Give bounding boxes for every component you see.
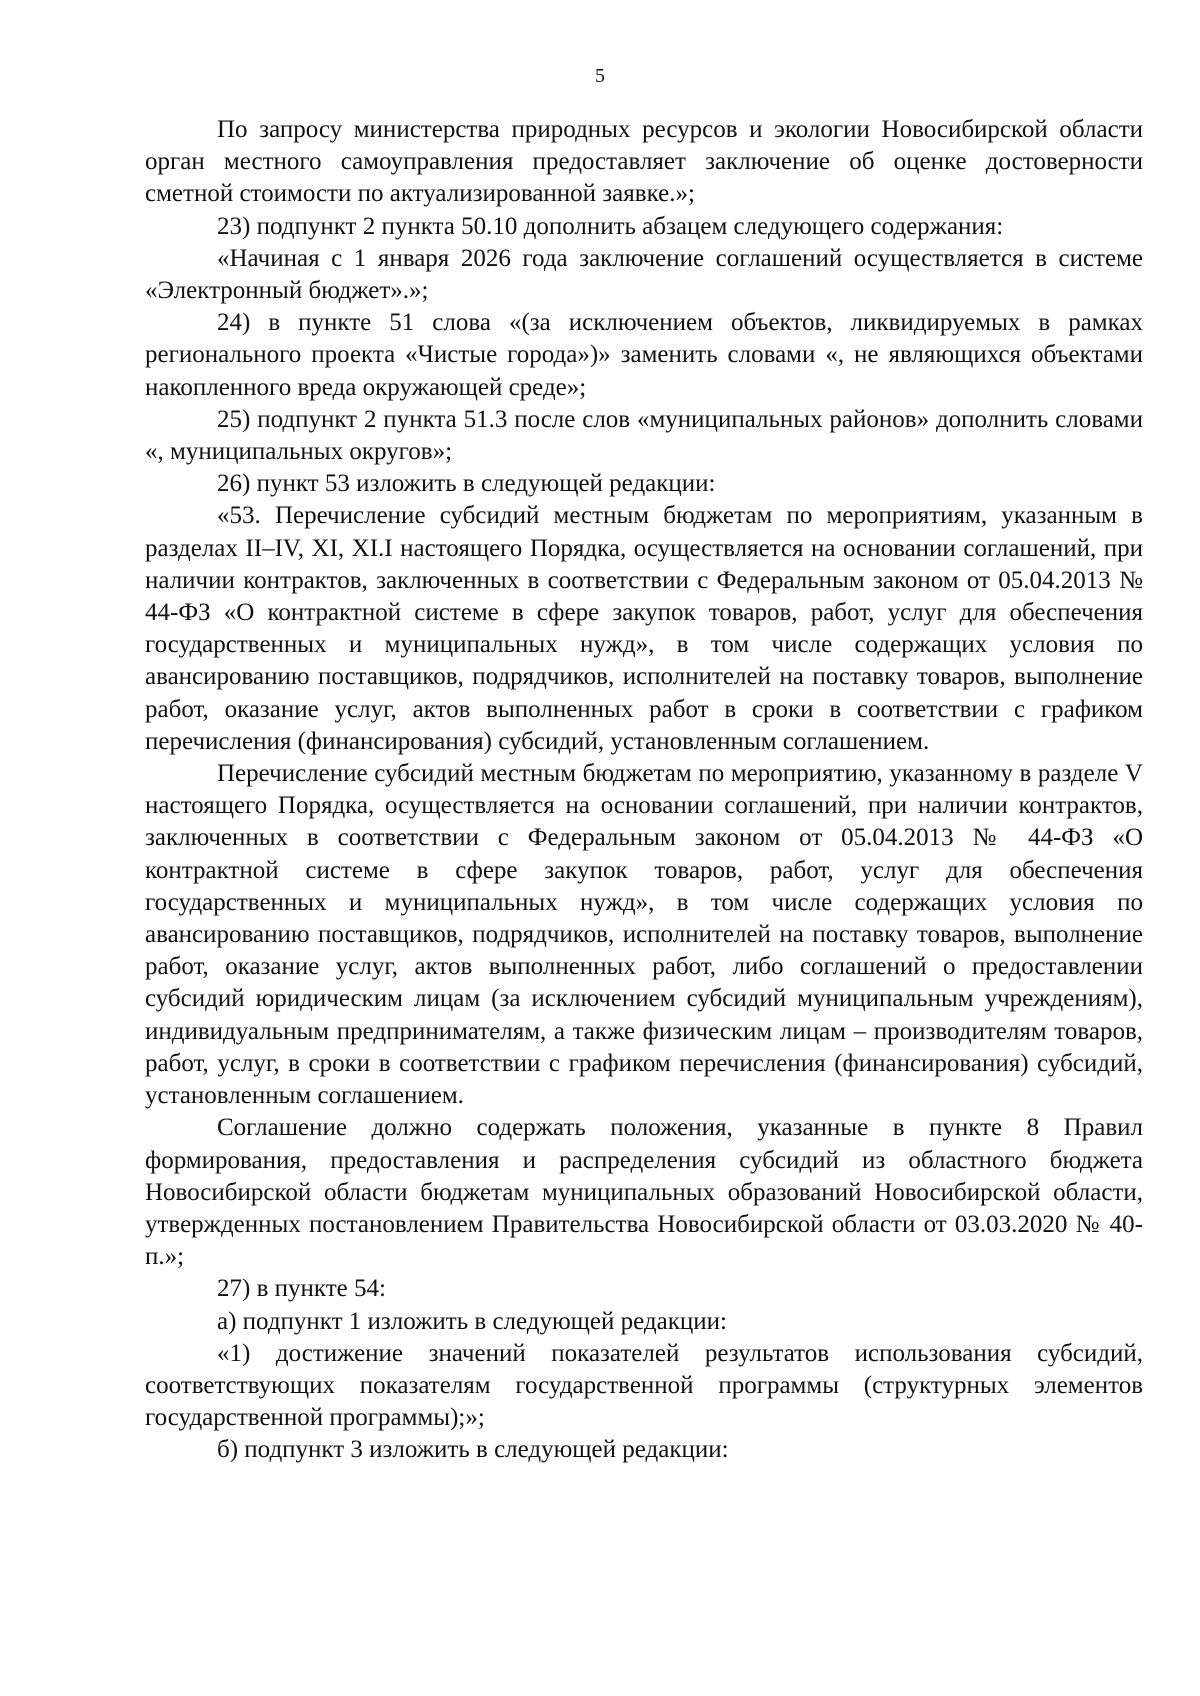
paragraph-item-23: 23) подпункт 2 пункта 50.10 дополнить абзацем следующего содержания:	[217, 212, 1004, 240]
page-number: 5	[595, 65, 605, 87]
paragraph-intro-conclusion: По запросу министерства природных ресурсов и экологии Новосибирской области орган местного самоуправления предоставляет заключение об оценке достоверности сметной стоимости по актуализированной заявке.»;	[145, 116, 1143, 208]
paragraph-item-25: 25) подпункт 2 пункта 51.3 после слов «муниципальных районов» дополнить словами «, муниципальных округов»;	[145, 405, 1143, 466]
paragraph-subitem-1-text: «1) достижение значений показателей результатов использования субсидий, соответствующих показателям государственной программы (структурных элементов государственной программы);»;	[145, 1339, 1143, 1432]
paragraph-item-26: 26) пункт 53 изложить в следующей редакции:	[217, 470, 716, 498]
document-body	[145, 114, 1143, 1467]
paragraph-section-v-transfer: Перечисление субсидий местным бюджетам по мероприятию, указанному в разделе V настоящего Порядка, осуществляется на основании соглашений, при наличии контрактов, заключенных в соответствии с Федеральным законом от 05.04.2013 № 44-ФЗ «О контрактной системе в сфере закупок товаров, работ, услуг для обеспечения государственных и муниципальных нужд», в том числе содержащих условия по авансированию поставщиков, подрядчиков, исполнителей на поставку товаров, выполнение работ, оказание услуг, актов выполненных работ, либо соглашений о предоставлении субсидий юридическим лицам (за исключением субсидий муниципальным учреждениям), индивидуальным предпринимателям, а также физическим лицам – производителям товаров, работ, услуг, в сроки в соответствии с графиком перечисления (финансирования) субсидий, установленным соглашением.	[145, 760, 1143, 1110]
paragraph-agreement-provisions: Соглашение должно содержать положения, указанные в пункте 8 Правил формирования, предоставления и распределения субсидий из областного бюджета Новосибирской области бюджетам муниципальных образований Новосибирской области, утвержденных постановлением Правительства Новосибирской области от 03.03.2020 № 40-п.»;	[145, 1114, 1143, 1271]
paragraph-item-24: 24) в пункте 51 слова «(за исключением объектов, ликвидируемых в рамках регионального проекта «Чистые города»)» заменить словами «, не являющихся объектами накопленного вреда окружающей среде»;	[145, 309, 1143, 401]
paragraph-item-27: 27) в пункте 54:	[217, 1275, 386, 1303]
paragraph-subitem-a: а) подпункт 1 изложить в следующей редакции:	[217, 1307, 727, 1335]
paragraph-subitem-b: б) подпункт 3 изложить в следующей редакции:	[217, 1436, 729, 1464]
paragraph-electronic-budget: «Начиная с 1 января 2026 года заключение соглашений осуществляется в системе «Электронный бюджет».»;	[145, 244, 1143, 305]
paragraph-point-53: «53. Перечисление субсидий местным бюджетам по мероприятиям, указанным в разделах II–IV, XI, XI.I настоящего Порядка, осуществляется на основании соглашений, при наличии контрактов, заключенных в соответствии с Федеральным законом от 05.04.2013 № 44-ФЗ «О контрактной системе в сфере закупок товаров, работ, услуг для обеспечения государственных и муниципальных нужд», в том числе содержащих условия по авансированию поставщиков, подрядчиков, исполнителей на поставку товаров, выполнение работ, оказание услуг, актов выполненных работ в сроки в соответствии с графиком перечисления (финансирования) субсидий, установленным соглашением.	[145, 502, 1143, 755]
